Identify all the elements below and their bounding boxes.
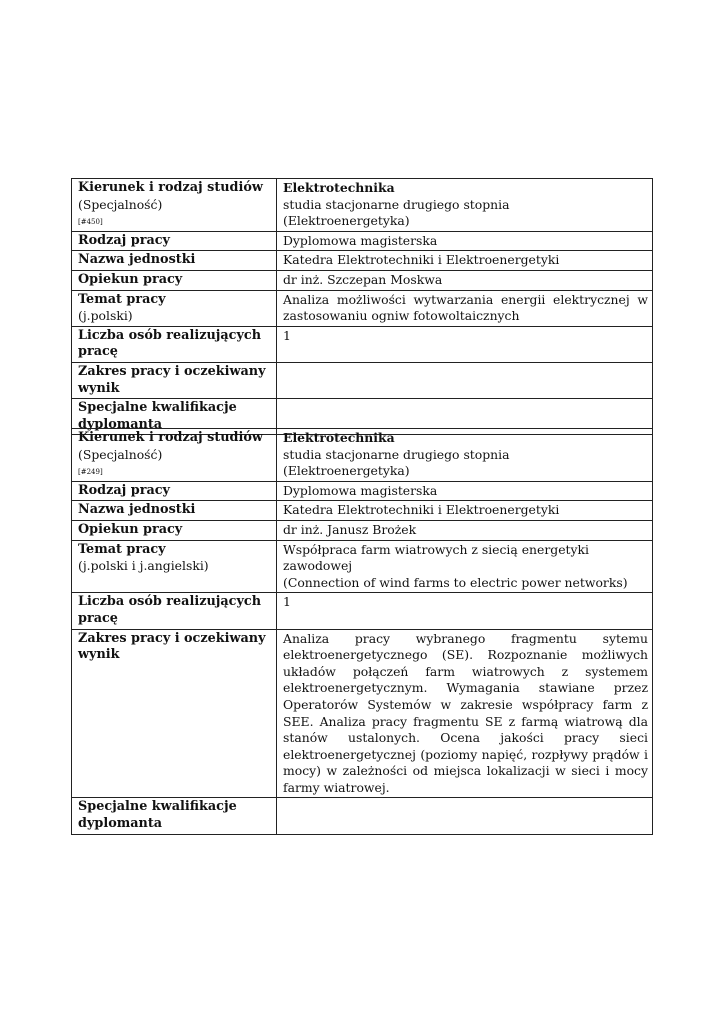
value-opiekun: dr inż. Szczepan Moskwa [277, 270, 653, 290]
row-zakres [72, 629, 653, 798]
value-cell [277, 540, 653, 593]
row-opiekun [72, 520, 653, 540]
value-jednostka: Katedra Elektrotechniki i Elektroenergetyki [277, 501, 653, 521]
value-kwalifikacje [277, 798, 653, 834]
row-zakres [72, 362, 653, 398]
label-kierunek: Kierunek i rodzaj studiów [78, 430, 263, 445]
label-liczba: Liczba osób realizujących pracę [72, 593, 277, 629]
value-zakres: Analiza pracy wybranego fragmentu sytemu elektroenergetycznego (SE). Rozpoznanie możliwych układów połączeń farm wiatrowych z systemem elektroenergetycznym. Wymagania stawiane przez Operatorów Systemów w zakresie współpracy farm z SEE. Analiza pracy fragmentu SE z farmą wiatrową dla stanów ustalonych. Ocena jakości pracy sieci elektroenergetycznej (poziomy napięć, rozpływy prądów i mocy) w zależności od miejsca lokalizacji w sieci i mocy farmy wiatrowej. [277, 629, 653, 798]
label-jednostka: Nazwa jednostki [72, 501, 277, 521]
label-temat: Temat pracy [78, 541, 166, 557]
row-temat [72, 290, 653, 326]
thesis-card-1 [71, 178, 653, 435]
value-jednostka: Katedra Elektrotechniki i Elektroenergetyki [277, 251, 653, 271]
thesis-card-2 [71, 428, 653, 835]
label-opiekun: Opiekun pracy [72, 520, 277, 540]
row-temat [72, 540, 653, 593]
row-jednostka [72, 251, 653, 271]
row-rodzaj [72, 481, 653, 501]
value-studia: studia stacjonarne drugiego stopnia [283, 446, 510, 462]
label-kwalifikacje: Specjalne kwalifikacje dyplomanta [72, 399, 277, 435]
label-opiekun: Opiekun pracy [72, 270, 277, 290]
label-cell [72, 429, 277, 482]
label-cell [72, 179, 277, 232]
value-rodzaj: Dyplomowa magisterska [277, 481, 653, 501]
value-liczba: 1 [277, 593, 653, 629]
value-cell [277, 429, 653, 482]
label-zakres: Zakres pracy i oczekiwany wynik [72, 362, 277, 398]
row-rodzaj [72, 231, 653, 251]
value-studia: studia stacjonarne drugiego stopnia [283, 196, 510, 212]
label-temat-lang: (j.polski i j.angielski) [78, 558, 209, 574]
label-jednostka: Nazwa jednostki [72, 251, 277, 271]
row-jednostka [72, 501, 653, 521]
value-kierunek: Elektrotechnika [283, 430, 395, 445]
label-liczba: Liczba osób realizujących pracę [72, 326, 277, 362]
value-rodzaj: Dyplomowa magisterska [277, 231, 653, 251]
value-temat: Współpraca farm wiatrowych z siecią energetyki zawodowej [283, 541, 590, 574]
label-cell [72, 540, 277, 593]
value-zakres [277, 362, 653, 398]
label-kierunek: Kierunek i rodzaj studiów [78, 180, 263, 195]
label-specjalnosc: (Specjalność) [78, 446, 163, 462]
row-liczba [72, 326, 653, 362]
label-temat-lang: (j.polski) [78, 308, 133, 324]
value-specjalnosc: (Elektroenergetyka) [283, 463, 410, 479]
label-cell [72, 290, 277, 326]
value-liczba: 1 [277, 326, 653, 362]
value-specjalnosc: (Elektroenergetyka) [283, 213, 410, 229]
topic-id: [#249] [78, 468, 103, 477]
label-zakres: Zakres pracy i oczekiwany wynik [72, 629, 277, 798]
value-opiekun: dr inż. Janusz Brożek [277, 520, 653, 540]
row-kierunek [72, 179, 653, 232]
value-temat: Analiza możliwości wytwarzania energii elektrycznej w zastosowaniu ogniw fotowoltaicznych [277, 290, 653, 326]
topic-id: [#450] [78, 218, 103, 227]
row-opiekun [72, 270, 653, 290]
label-specjalnosc: (Specjalność) [78, 196, 163, 212]
row-kwalifikacje [72, 798, 653, 834]
value-cell [277, 179, 653, 232]
value-temat-en: (Connection of wind farms to electric power networks) [283, 574, 628, 590]
label-kwalifikacje: Specjalne kwalifikacje dyplomanta [72, 798, 277, 834]
label-rodzaj: Rodzaj pracy [72, 481, 277, 501]
row-kierunek [72, 429, 653, 482]
value-kierunek: Elektrotechnika [283, 180, 395, 195]
label-rodzaj: Rodzaj pracy [72, 231, 277, 251]
row-liczba [72, 593, 653, 629]
label-temat: Temat pracy [78, 291, 166, 307]
